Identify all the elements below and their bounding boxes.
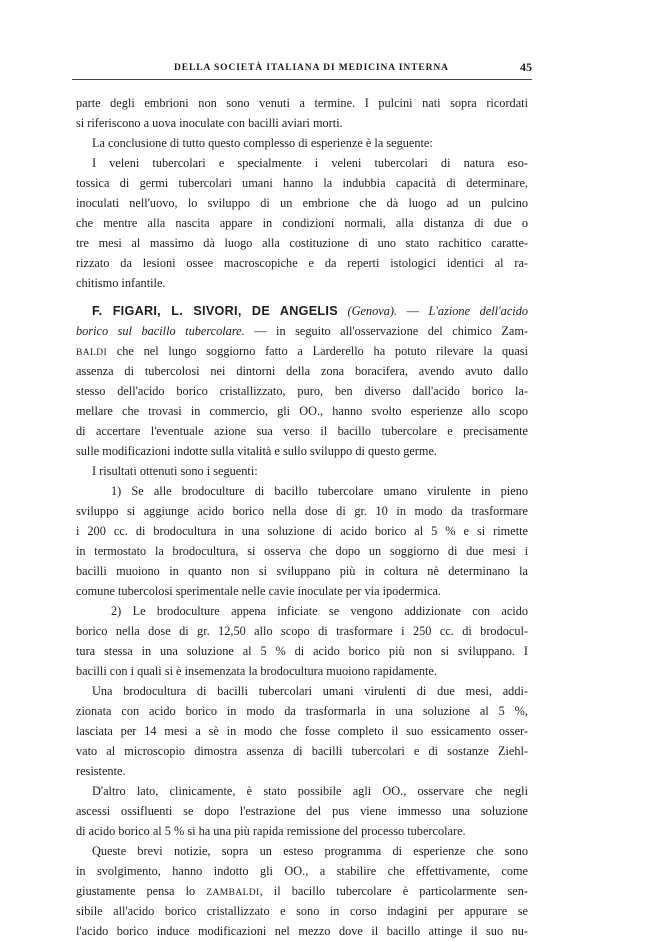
text-line: Queste brevi notizie, sopra un esteso programma di esperienze che sono [92,844,528,858]
text-line: chitismo infantile. [76,276,166,290]
text-line: inoculati nell'uovo, lo sviluppo di un embrione che dà luogo ad un pulcino [76,196,528,210]
text-line: zionata con acido borico in modo da trasformarla in una soluzione al 5 %, [76,704,528,718]
text-line: bacilli muoiono in quanto non si sviluppano più in coltura nè determinano la [76,564,528,578]
body-text [76,93,528,941]
page-number: 45 [520,60,532,74]
paragraph-gap [76,293,528,301]
text-line: in svolgimento, hanno indotto gli OO., a stabilire che effettivamente, come [76,864,528,878]
text-line: tura stessa in una soluzione al 5 % di acido borico più non si sviluppano. I [76,644,528,658]
text-line: stesso dell'acido borico cristallizzato, puro, ben diverso dall'acido borico la- [76,384,528,398]
running-header [72,59,532,80]
article-title-cont: borico sul bacillo tubercolare. [76,324,245,338]
text-line: I risultati ottenuti sono i seguenti: [92,464,258,478]
text-line: sviluppo si aggiunge acido borico nella dose di gr. 10 in modo da trasformare [76,504,528,518]
text-line: di acido borico al 5 % si ha una più rapida remissione del processo tubercolare. [76,824,466,838]
text-line: giustamente pensa lo ZAMBALDI, il bacillo tubercolare è particolarmente sen- [76,884,528,898]
text-line: D'altro lato, clinicamente, è stato possibile agli OO., osservare che negli [92,784,528,798]
header-title: DELLA SOCIETÀ ITALIANA DI MEDICINA INTERNA [174,63,449,73]
text-line: in termostato la brodocultura, si osserva che dopo un soggiorno di due mesi i [76,544,528,558]
text-line: bacilli con i quali si è insemenzata la brodocultura muoiono rapidamente. [76,664,437,678]
authors: F. FIGARI, L. SIVORI, DE ANGELIS [92,304,338,318]
text-line: borico sul bacillo tubercolare. — in seguito all'osservazione del chimico Zam- [76,324,528,338]
text-line: lasciata per 14 mesi a sè in modo che fosse completo il suo essicamento osser- [76,724,528,738]
person-name: ZAMBALDI [206,888,260,898]
text-line: di accertare l'eventuale azione sua verso il bacillo tubercolare e precisamente [76,424,528,438]
text-line: tre mesi al massimo dà luogo alla costituzione di uno stato rachitico caratte- [76,236,528,250]
text-line: ascessi ossifluenti se dopo l'estrazione del pus viene immesso una soluzione [76,804,528,818]
text-line: BALDI che nel lungo soggiorno fatto a Larderello ha potuto rilevare la quasi [76,344,528,358]
text-line: parte degli embrioni non sono venuti a termine. I pulcini nati sopra ricordati [76,96,528,110]
text-line: rizzato da lesioni ossee macroscopiche e da reperti istologici identici al ra- [76,256,528,270]
text-line: comune tubercolosi sperimentale nelle cavie inoculate per via ipodermica. [76,584,441,598]
text-line: sulle modificazioni indotte sulla vitalità e sullo sviluppo di questo germe. [76,444,437,458]
text-line: si riferiscono a uova inoculate con bacilli aviari morti. [76,116,343,130]
text-line: che mentre alla nascita appare in condizioni normali, alla distanza di due o [76,216,528,230]
dash: — [397,304,429,318]
text-line: resistente. [76,764,126,778]
text-line: tossica di germi tubercolari umani hanno la indubbia capacità di determinare, [76,176,528,190]
text-line: Una brodocultura di bacilli tubercolari umani virulenti di due mesi, addi- [92,684,528,698]
text-line: 1) Se alle brodoculture di bacillo tubercolare umano virulente in pieno [111,484,528,498]
text-line: sibile all'acido borico cristallizzato e sono in corso indagini per appurare se [76,904,528,918]
text-line: borico nella dose di gr. 12,50 allo scopo di trasformare i 250 cc. di brodocul- [76,624,528,638]
article-title: L'azione dell'acido [428,304,528,318]
section-heading-line [76,301,528,321]
text-line: assenza di tubercolosi nei dintorni della zona boracifera, avendo avuto dallo [76,364,528,378]
text-line: i 200 cc. di brodocultura in una soluzione di acido borico al 5 % e si rimette [76,524,528,538]
author-city: (Genova). [347,304,398,318]
text-line: mellare che trovasi in commercio, gli OO., hanno svolto esperienze allo scopo [76,404,528,418]
text-line: La conclusione di tutto questo complesso di esperienze è la seguente: [92,136,433,150]
text-line: 2) Le brodoculture appena inficiate se vengono addizionate con acido [111,604,528,618]
text-line: vato al microscopio dimostra assenza di bacilli tubercolari e di sostanze Ziehl- [76,744,528,758]
text-line: I veleni tubercolari e specialmente i veleni tubercolari di natura eso- [92,156,528,170]
text-line: l'acido borico induce modificazioni nel mezzo dove il bacillo attinge il suo nu- [76,924,528,938]
person-name: BALDI [76,348,108,358]
